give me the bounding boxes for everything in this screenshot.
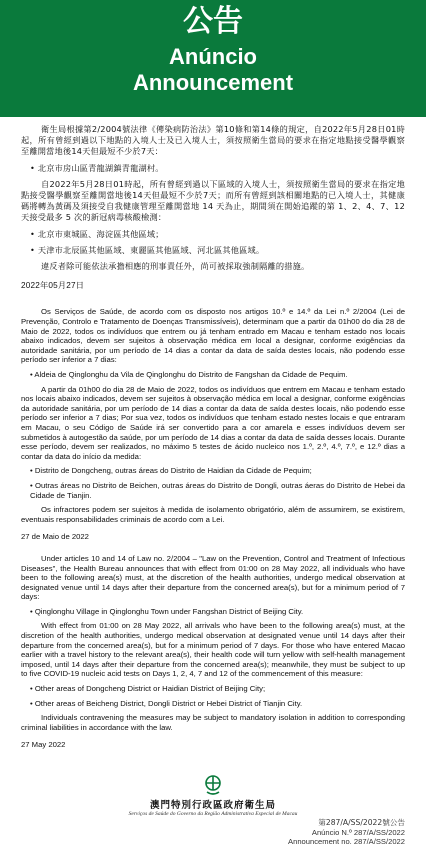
organization-name-chinese: 澳門特別行政區政府衛生局 — [149, 800, 276, 811]
en-paragraph-2: With effect from 01:00 on 28 May 2022, all arrivals who have been to the following area(s) must, at the discretion of the health authorities, undergo medical observation at designated venue until 14 days after their departure from the concerned area(s), but for a minimum period of 7 days. For those who have entered Macao earlier with a travel history to the relevant area(s), their health code will turn yellow with self-health management imposed, until 14 days after their departure from the concerned area(s); meanwhile, they must be subject to up to five COVID-19 nucleic acid tests on Days 1, 2, 4, 7 and 12 of the commencement of this measure: — [21, 621, 405, 679]
health-bureau-logo-icon — [201, 774, 225, 796]
zh-bullet-2: • 北京市東城區、海淀區其他區域； — [30, 228, 164, 239]
reference-chinese: 第287/A/SS/2022號公告 — [318, 818, 405, 827]
en-paragraph-3: Individuals contravening the measures may be subject to mandatory isolation in addition to corresponding criminal liabilities in accordance with the law. — [21, 713, 405, 732]
chinese-section — [21, 124, 405, 291]
zh-intro: 衛生局根據第2/2004號法律《傳染病防治法》第10條和第14條的規定，自2022年5月28日01時起，所有曾經到過以下地點的入境人士及已入境人士，須按照衛生當局的要求在指定地點接受醫學觀察至離開當地後14天但最短不少於7天： — [21, 124, 405, 157]
en-date: 27 May 2022 — [21, 740, 66, 750]
en-bullet-1: • Qinglonghu Village in Qinglonghu Town under Fangshan District of Beijing City. — [30, 606, 304, 616]
pt-date: 27 de Maio de 2022 — [21, 532, 89, 542]
title-chinese: 公告 — [183, 4, 243, 39]
pt-bullet-2: • Distrito de Dongcheng, outras áreas do Distrito de Haidian da Cidade de Pequim; — [30, 466, 312, 476]
announcement-reference — [288, 818, 405, 847]
en-intro: Under articles 10 and 14 of Law no. 2/2004 – "Law on the Prevention, Control and Treatment of Infectious Diseases", the Health Bureau announces that with effect from 01:00 on 28 May 2022, all individuals who have been to the following area(s) must, at the discretion of the health authorities, undergo medical observation at designated venue until 14 days after their departure from the concerned area(s), but for a minimum period of 7 days: — [21, 553, 405, 602]
pt-paragraph-3: Os infractores podem ser sujeitos à medida de isolamento obrigatório, além de assumirem, se existirem, eventuais responsabilidades criminais de acordo com a Lei. — [21, 505, 405, 524]
announcement-header — [0, 0, 426, 117]
reference-portuguese: Anúncio N.º 287/A/SS/2022 — [311, 827, 405, 837]
organization-name-portuguese: Serviços de Saúde do Governo da Região Administrativa Especial de Macau — [128, 811, 298, 817]
reference-english: Announcement no. 287/A/SS/2022 — [288, 837, 405, 847]
zh-bullet-1: • 北京市房山區青龍湖鎮青龍湖村。 — [30, 162, 164, 173]
portuguese-section — [21, 307, 405, 541]
title-portuguese: Anúncio — [169, 44, 257, 69]
zh-bullet-3: • 天津市北辰區其他區域、東麗區其他區域、河北區其他區域。 — [30, 244, 265, 255]
pt-bullet-3: • Outras áreas no Distrito de Beichen, outras áreas do Distrito de Dongli, outras áeras do Distrito de Hebei da Cidade de Tianjin. — [30, 480, 405, 500]
zh-paragraph-2: 自2022年5月28日01時起，所有曾經到過以下區域的入境人士，須按照衛生當局的要求在指定地點接受醫學觀察至離開當地後14天但最短不少於7天；而所有曾經到該相關地點的已入境人士，其健康碼將轉為黃碼及須接受自我健康管理至離開當地 14 天為止，期間須在開始追蹤的第 1、2、4、7、12 天接受最多 5 次的新冠病毒核酸檢測： — [21, 178, 405, 223]
zh-paragraph-3: 違反者除可能依法承擔相應的刑事責任外，尚可被採取強制隔離的措施。 — [41, 261, 310, 272]
pt-paragraph-2: A partir da 01h00 do dia 28 de Maio de 2022, todos os indivíduos que entrem em Macau e tenham estado nos locais abaixo indicados, devem ser sujeitos à observação médica em local a designar, conforme exigências da autoridade sanitária, por um período de 14 dias a contar da data de saída destes locais, não podendo esse período ser inferior a 7 dias; Por sua vez, todos os indivíduos que tenham estado nestes locais e que entraram em Macau, o seu Código de Saúde irá ser convertido para a cor amarela e esses indivíduos devem ser submetidos à autogestão da saúde, por um período de 14 dias a contar da data de saída desses locais. Durante esse período, devem ser realizados, no máximo 5 testes de ácido nucleico nos 1.º, 2.º, 4.º, 7.º, e 12.º dias a contar da data do início da medida: — [21, 384, 405, 461]
en-bullet-2: • Other areas of Dongcheng District or Haidian District of Beijing City; — [30, 684, 266, 694]
english-section — [21, 554, 405, 750]
announcement-body — [0, 117, 426, 750]
pt-intro: Os Serviços de Saúde, de acordo com os disposto nos artigos 10.º e 14.º da Lei n.º 2/2004 (Lei de Prevenção, Controlo e Tratamento de Doenças Transmissíveis), determinam que a partir da 01h00 do dia 28 de Maio de 2022, todos os indivíduos que entrem ou já tenham entrado em Macau e tenham estado nos locais abaixo indicados, devem ser sujeitos à observação médica em local a designar, conforme exigências da autoridade sanitária, por um período de 14 dias a contar da data de saída destes locais, não podendo esse período ser inferior a 7 dias: — [21, 307, 405, 365]
en-bullet-3: • Other areas of Beicheng District, Dongli District or Hebei District of Tianjin City. — [30, 698, 303, 708]
footer-organization — [0, 774, 426, 817]
pt-bullet-1: • Aldeia de Qinglonghu da Vila de Qinglonghu do Distrito de Fangshan da Cidade de Pequim. — [30, 370, 348, 379]
zh-date: 2022年05月27日 — [21, 281, 85, 291]
title-english: Announcement — [132, 70, 294, 95]
